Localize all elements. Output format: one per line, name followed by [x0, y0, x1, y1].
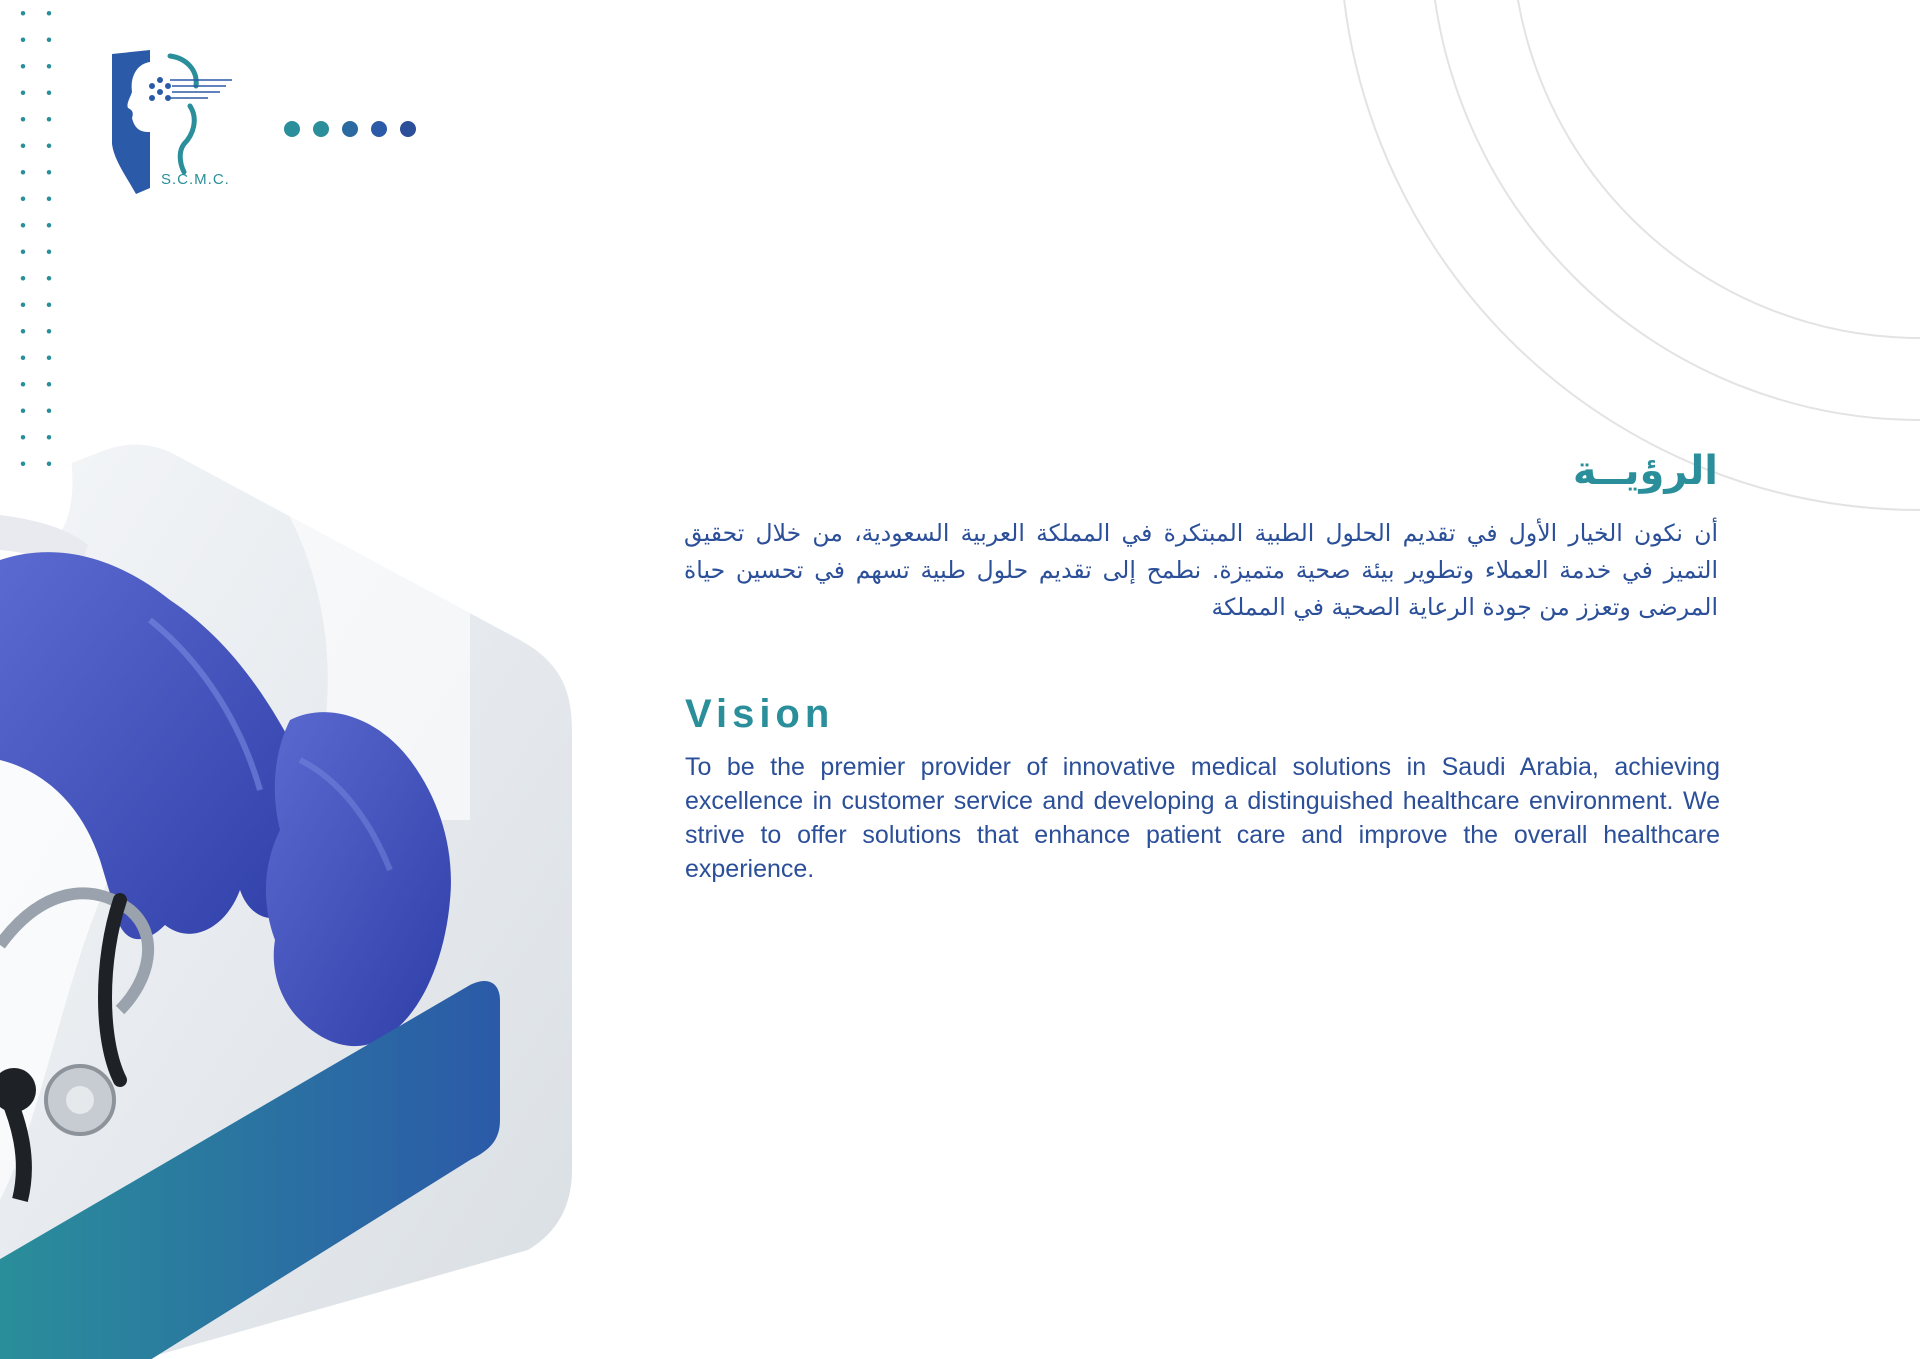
logo-caption: S.C.M.C.	[161, 171, 230, 188]
decor-dot	[284, 121, 300, 137]
dots-decoration	[284, 121, 416, 137]
decor-dot	[371, 121, 387, 137]
decor-dot	[313, 121, 329, 137]
vision-title-arabic: الرؤيــة	[1572, 448, 1718, 494]
vision-title-english: Vision	[685, 692, 835, 736]
decor-dot	[400, 121, 416, 137]
decor-dot	[342, 121, 358, 137]
vision-body-english: To be the premier provider of innovative medical solutions in Saudi Arabia, achieving excellence in customer service and developing a distinguished healthcare environment. We strive to offer solutions that enhance patient care and improve the overall healthcare experience.	[685, 753, 1720, 883]
vision-body-arabic: أن نكون الخيار الأول في تقديم الحلول الطبية المبتكرة في المملكة العربية السعودية، من خلال تحقيق التميز في خدمة العملاء وتطوير بيئة صحية متميزة. نطمح إلى تقديم حلول طبية تسهم في تحسين حياة المرضى وتعزز من جودة الرعاية الصحية في المملكة	[684, 519, 1718, 621]
dot-grid-decoration	[10, 0, 70, 480]
